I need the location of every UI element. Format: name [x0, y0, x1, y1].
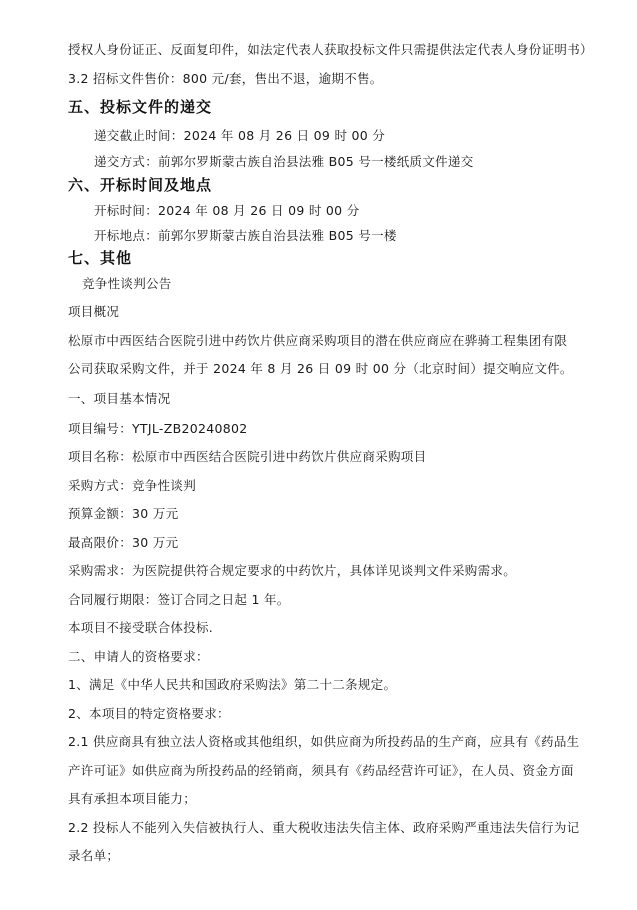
text-line-overview-2: 公司获取采购文件，并于 2024 年 8 月 26 日 09 时 00 分（北京时间）提交响应文件。	[68, 361, 573, 376]
text-line-budget: 预算金额：30 万元	[68, 506, 179, 521]
text-line-opening-time: 开标时间：2024 年 08 月 26 日 09 时 00 分	[94, 203, 360, 218]
text-line-qualification-2-1-c: 具有承担本项目能力；	[68, 791, 197, 806]
section-heading-opening: 六、开标时间及地点	[68, 176, 213, 194]
subsection-heading-qualification: 二、申请人的资格要求：	[68, 649, 209, 664]
text-line-overview-label: 项目概况	[68, 304, 120, 319]
text-line-qualification-1: 1、满足《中华人民共和国政府采购法》第二十二条规定。	[68, 677, 397, 692]
text-line-qualification-2-1-a: 2.1 供应商具有独立法人资格或其他组织，如供应商为所投药品的生产商，应具有《药品生	[68, 734, 580, 749]
text-line-announcement-title: 竞争性谈判公告	[82, 276, 172, 291]
text-line-submission-deadline: 递交截止时间：2024 年 08 月 26 日 09 时 00 分	[94, 128, 386, 143]
text-line-project-name: 项目名称：松原市中西医结合医院引进中药饮片供应商采购项目	[68, 449, 427, 464]
text-line-qualification-2-2-b: 录名单；	[68, 848, 120, 863]
text-line-max-price: 最高限价：30 万元	[68, 535, 179, 550]
text-line-qualification-2: 2、本项目的特定资格要求：	[68, 706, 230, 721]
section-heading-other: 七、其他	[68, 249, 133, 267]
subsection-heading-basic: 一、项目基本情况	[68, 391, 171, 406]
text-line-opening-place: 开标地点：前郭尔罗斯蒙古族自治县法雅 B05 号一楼	[94, 228, 397, 243]
text-line-id-authorization: 授权人身份证正、反面复印件，如法定代表人获取投标文件只需提供法定代表人身份证明书）	[68, 42, 593, 57]
text-line-consortium: 本项目不接受联合体投标.	[68, 620, 214, 635]
section-heading-submission: 五、投标文件的递交	[68, 98, 213, 116]
text-line-qualification-2-1-b: 产许可证》如供应商为所投药品的经销商，须具有《药品经营许可证》，在人员、资金方面	[68, 763, 574, 778]
text-line-requirement: 采购需求：为医院提供符合规定要求的中药饮片，具体详见谈判文件采购需求。	[68, 563, 517, 578]
text-line-document-price: 3.2 招标文件售价：800 元/套，售出不退，逾期不售。	[68, 71, 383, 86]
text-line-contract-term: 合同履行期限：签订合同之日起 1 年。	[68, 592, 290, 607]
text-line-overview-1: 松原市中西医结合医院引进中药饮片供应商采购项目的潜在供应商应在骅骑工程集团有限	[68, 333, 568, 348]
text-line-submission-method: 递交方式：前郭尔罗斯蒙古族自治县法雅 B05 号一楼纸质文件递交	[94, 154, 474, 169]
text-line-procurement-method: 采购方式：竞争性谈判	[68, 478, 197, 493]
text-line-qualification-2-2-a: 2.2 投标人不能列入失信被执行人、重大税收违法失信主体、政府采购严重违法失信行为记	[68, 820, 580, 835]
text-line-project-number: 项目编号：YTJL-ZB20240802	[68, 421, 248, 436]
